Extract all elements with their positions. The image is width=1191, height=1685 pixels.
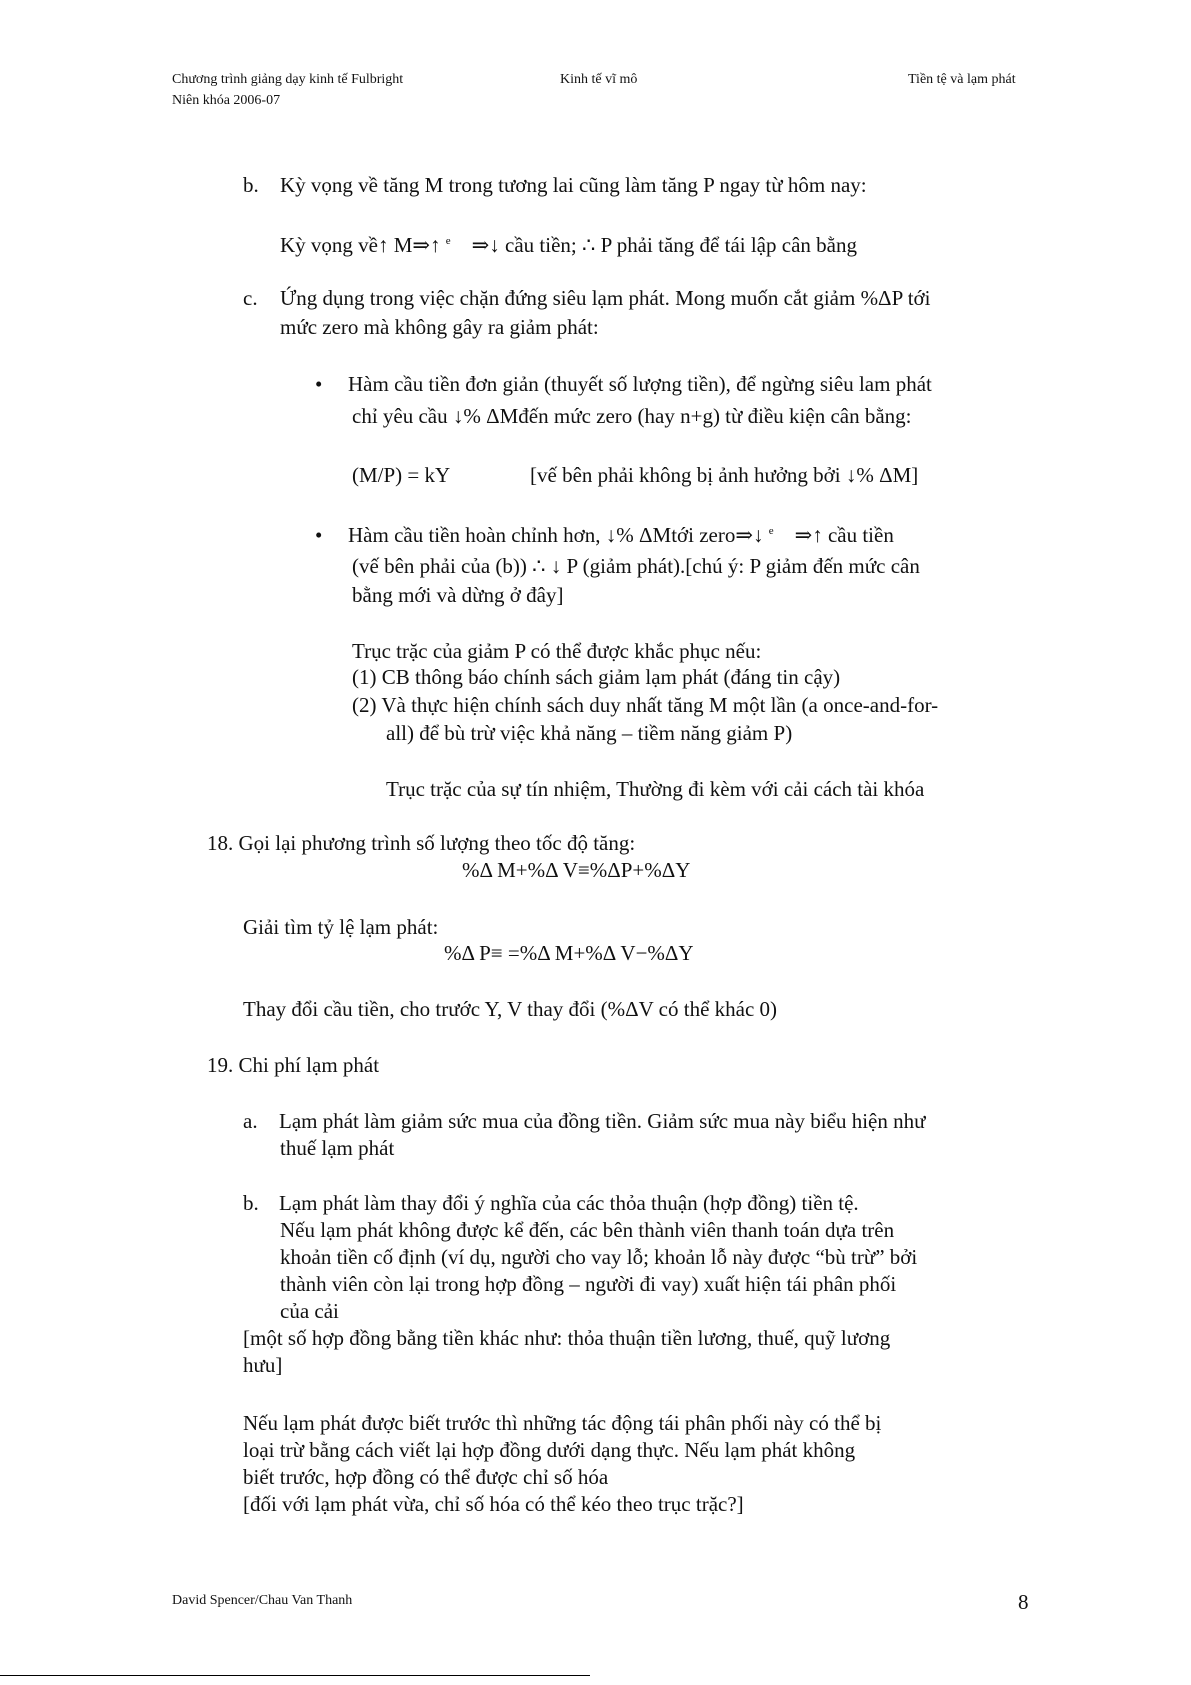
page-number: 8 <box>1018 1590 1029 1614</box>
bullet-1: • <box>315 372 323 396</box>
header-course: Chương trình giảng dạy kinh tế Fulbright <box>172 72 404 87</box>
item-c-marker: c. <box>243 286 258 310</box>
item-c-line1: Ứng dụng trong việc chặn đứng siêu lạm phát. Mong muốn cắt giảm %ΔP tới <box>280 286 931 310</box>
equation-mp-ky: (M/P) = kY <box>352 463 451 487</box>
paragraph-line3: biết trước, hợp đồng có thể được chỉ số hóa <box>243 1465 609 1489</box>
header-subject: Kinh tế vĩ mô <box>560 72 638 87</box>
item-b-equation <box>280 232 857 263</box>
equation-mp-ky-note: [vế bên phải không bị ảnh hưởng bởi ↓% ΔM] <box>530 463 919 487</box>
bullet-2-superscript: e <box>768 525 774 537</box>
paragraph-line2: loại trừ bằng cách viết lại hợp đồng dưới dạng thực. Nếu lạm phát không <box>243 1438 856 1462</box>
header-topic: Tiền tệ và lạm phát <box>908 72 1016 87</box>
bullet-1-line2: chỉ yêu cầu ↓% ΔMđến mức zero (hay n+g) từ điều kiện cân bằng: <box>352 404 912 428</box>
section-18-note: Thay đổi cầu tiền, cho trước Y, V thay đổi (%ΔV có thể khác 0) <box>243 997 778 1021</box>
fix-2-line1: (2) Và thực hiện chính sách duy nhất tăng M một lần (a once-and-for- <box>352 693 939 717</box>
item-b-marker: b. <box>243 173 259 197</box>
bullet-2-line2: (vế bên phải của (b)) ∴ ↓ P (giảm phát).[chú ý: P giảm đến mức cân <box>352 554 920 578</box>
section-19-a-line1: Lạm phát làm giảm sức mua của đồng tiền. Giảm sức mua này biểu hiện như <box>279 1109 926 1133</box>
bullet-2-line1 <box>348 522 894 553</box>
section-19-b-extra2: hưu] <box>243 1353 283 1377</box>
section-19-b-line5: của cải <box>280 1299 339 1323</box>
section-19-b-marker: b. <box>243 1191 259 1215</box>
item-b-eq-part1: Kỳ vọng về↑ M⇒↑ <box>280 233 441 257</box>
item-b-eq-superscript: e <box>445 235 451 247</box>
fix-2-line2: all) để bù trừ việc khả năng – tiềm năng giảm P) <box>386 721 793 745</box>
section-19-b-line1: Lạm phát làm thay đổi ý nghĩa của các thỏa thuận (hợp đồng) tiền tệ. <box>279 1191 859 1215</box>
equation-inflation: %Δ P≡ =%Δ M+%Δ V−%ΔY <box>444 941 694 965</box>
footer-authors: David Spencer/Chau Van Thanh <box>172 1593 353 1608</box>
section-19-b-line2: Nếu lạm phát không được kể đến, các bên thành viên thanh toán dựa trên <box>280 1218 895 1242</box>
equation-quantity-growth: %Δ M+%Δ V≡%ΔP+%ΔY <box>462 858 691 882</box>
section-18-title: 18. Gọi lại phương trình số lượng theo tốc độ tăng: <box>207 831 636 855</box>
fix-1: (1) CB thông báo chính sách giảm lạm phát (đáng tin cậy) <box>352 665 841 689</box>
credibility-note: Trục trặc của sự tín nhiệm, Thường đi kèm với cải cách tài khóa <box>386 777 925 801</box>
bullet-2-line3: bằng mới và dừng ở đây] <box>352 583 564 607</box>
paragraph-line4: [đối với lạm phát vừa, chỉ số hóa có thể kéo theo trục trặc?] <box>243 1492 744 1516</box>
bottom-rule <box>0 1675 590 1676</box>
item-b-eq-part2: ⇒↓ cầu tiền; ∴ P phải tăng để tái lập cân bằng <box>471 233 857 257</box>
section-19-a-marker: a. <box>243 1109 258 1133</box>
section-18-solve: Giải tìm tỷ lệ lạm phát: <box>243 915 439 939</box>
item-c-line2: mức zero mà không gây ra giảm phát: <box>280 315 599 339</box>
bullet-2-part2: ⇒↑ cầu tiền <box>794 523 894 547</box>
section-19-a-line2: thuế lạm phát <box>280 1136 395 1160</box>
section-19-b-line3: khoản tiền cố định (ví dụ, người cho vay lỗ; khoản lỗ này được “bù trừ” bởi <box>280 1245 918 1269</box>
item-b-text: Kỳ vọng về tăng M trong tương lai cũng làm tăng P ngay từ hôm nay: <box>280 173 867 197</box>
bullet-2: • <box>315 523 323 547</box>
bullet-2-part1: Hàm cầu tiền hoàn chỉnh hơn, ↓% ΔMtới zero⇒↓ <box>348 523 764 547</box>
section-19-b-line4: thành viên còn lại trong hợp đồng – người đi vay) xuất hiện tái phân phối <box>280 1272 897 1296</box>
paragraph-line1: Nếu lạm phát được biết trước thì những tác động tái phân phối này có thể bị <box>243 1411 882 1435</box>
fix-intro: Trục trặc của giảm P có thể được khắc phục nếu: <box>352 639 762 663</box>
bullet-1-line1: Hàm cầu tiền đơn giản (thuyết số lượng tiền), để ngừng siêu lam phát <box>348 372 932 396</box>
section-19-title: 19. Chi phí lạm phát <box>207 1053 380 1077</box>
header-year: Niên khóa 2006-07 <box>172 93 281 108</box>
section-19-b-extra1: [một số hợp đồng bằng tiền khác như: thỏa thuận tiền lương, thuế, quỹ lương <box>243 1326 891 1350</box>
